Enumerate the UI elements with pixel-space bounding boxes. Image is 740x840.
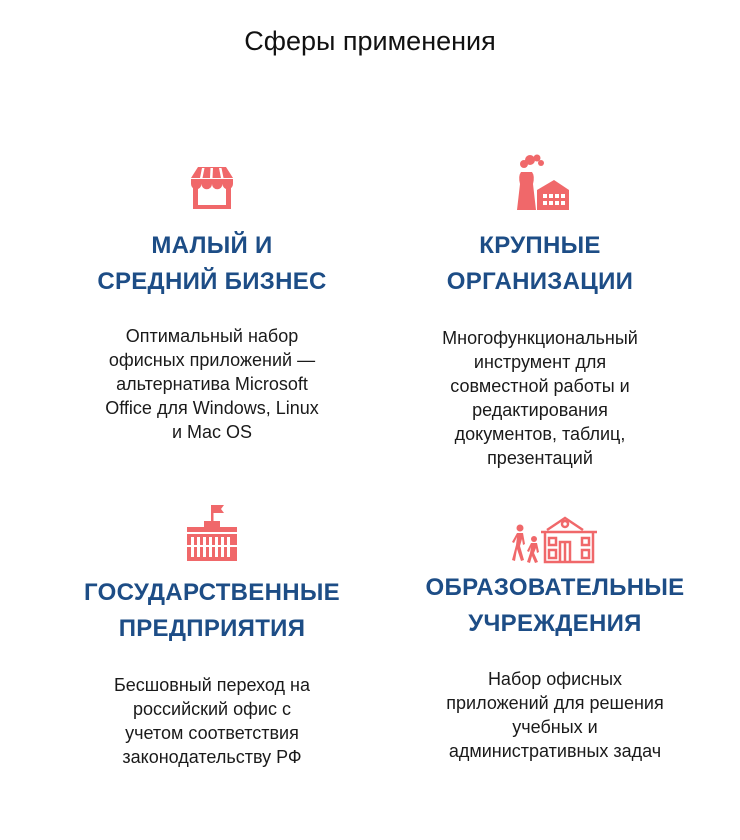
- card-description-line: инструмент для: [473, 352, 607, 372]
- card-heading-line: ОБРАЗОВАТЕЛЬНЫЕ: [425, 574, 685, 601]
- card-heading: [390, 228, 690, 300]
- card-description-line: Office для Windows, Linux: [105, 398, 319, 418]
- card-description-line: редактирования: [472, 400, 608, 420]
- card-heading: [62, 575, 362, 647]
- card-description-line: законодательству РФ: [122, 747, 302, 767]
- card-description-line: Набор офисных: [487, 669, 623, 689]
- card-heading-line: ГОСУДАРСТВЕННЫЕ: [84, 579, 340, 606]
- card-heading-line: ОРГАНИЗАЦИИ: [446, 268, 634, 295]
- card-state-enterprises: [62, 503, 362, 769]
- card-description-line: совместной работы и: [450, 376, 630, 396]
- card-heading: [62, 228, 362, 300]
- card-description-line: российский офис с: [133, 699, 291, 719]
- card-description: [62, 673, 362, 769]
- card-description-line: Многофункциональный: [442, 328, 638, 348]
- card-description-line: офисных приложений —: [108, 350, 316, 370]
- card-heading-line: КРУПНЫЕ: [479, 232, 601, 259]
- shop-storefront-icon: [188, 164, 236, 212]
- school-students-icon: [511, 512, 599, 564]
- card-description-line: Оптимальный набор: [125, 326, 299, 346]
- card-educational-institutions: [405, 512, 705, 763]
- page-title: Сферы применения: [244, 26, 496, 56]
- card-description-line: альтернатива Microsoft: [116, 374, 308, 394]
- card-description-line: учебных и: [512, 717, 598, 737]
- card-description-line: административных задач: [448, 741, 662, 761]
- card-small-business: [62, 164, 362, 444]
- card-heading-line: ПРЕДПРИЯТИЯ: [118, 615, 306, 642]
- factory-icon: [509, 154, 571, 214]
- card-heading-line: УЧРЕЖДЕНИЯ: [468, 610, 642, 637]
- card-description: [62, 324, 362, 444]
- card-heading-line: МАЛЫЙ И: [151, 232, 273, 259]
- card-heading: [405, 570, 705, 642]
- card-description-line: документов, таблиц,: [454, 424, 626, 444]
- card-description-line: и Mac OS: [171, 422, 253, 442]
- card-description-line: Бесшовный переход на: [113, 675, 311, 695]
- government-building-icon: [184, 503, 240, 563]
- card-large-organizations: [390, 154, 690, 470]
- card-heading-line: СРЕДНИЙ БИЗНЕС: [97, 268, 327, 295]
- card-description-line: презентаций: [487, 448, 593, 468]
- card-description-line: приложений для решения: [446, 693, 664, 713]
- card-description: [390, 326, 690, 470]
- card-description-line: учетом соответствия: [125, 723, 299, 743]
- card-description: [405, 667, 705, 763]
